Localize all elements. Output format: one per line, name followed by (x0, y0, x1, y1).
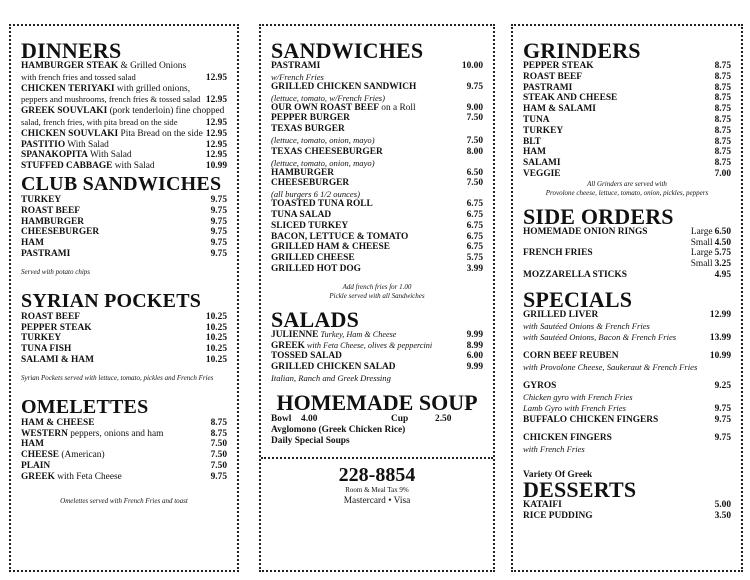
item-name: SLICED TURKEY (271, 220, 349, 231)
item-price: 6.75 (466, 242, 483, 253)
grinders-list (523, 61, 731, 180)
menu-panel-right (511, 24, 743, 572)
item-description: peppers and mushrooms, french fries & tossed salad (21, 94, 201, 105)
item-name: CORN BEEF REUBEN (523, 351, 619, 362)
item-name: MOZZARELLA STICKS (523, 269, 627, 280)
item-name: PASTRAMI (523, 82, 573, 93)
specials-list (523, 310, 731, 456)
menu-item (21, 227, 227, 238)
item-name: GRILLED LIVER (523, 309, 599, 320)
menu-item-description (271, 189, 483, 199)
item-name: VEGGIE (523, 168, 561, 179)
menu-item (21, 206, 227, 217)
item-price: Small 3.25 (690, 259, 731, 270)
menu-item-description (21, 94, 227, 106)
item-description: (lettuce, tomato, onion, mayo) (271, 157, 375, 168)
menu-item (523, 332, 731, 344)
item-price: 10.25 (205, 311, 227, 322)
item-price: 7.50 (210, 460, 227, 471)
menu-item (271, 178, 483, 189)
menu-item (21, 355, 227, 366)
item-name: Chicken gyro with French Fries (523, 391, 633, 402)
sandwiches-list (271, 61, 483, 275)
item-name: ROAST BEEF (21, 205, 80, 216)
menu-item (21, 418, 227, 429)
dinners-list (21, 61, 227, 172)
menu-item (271, 232, 483, 243)
menu-item (271, 168, 483, 179)
item-name: BLT (523, 136, 541, 147)
item-note: with Feta Cheese, olives & peppercini (304, 340, 433, 350)
item-name: HOMEMADE ONION RINGS (523, 226, 648, 237)
menu-item (271, 82, 483, 93)
item-name: GYROS (523, 380, 557, 391)
item-price: 7.00 (714, 168, 731, 179)
item-price: 7.50 (466, 113, 483, 124)
item-price: 9.75 (210, 205, 227, 216)
item-price: 7.50 (210, 439, 227, 450)
item-name: PEPPER STEAK (523, 61, 594, 71)
menu-item (523, 137, 731, 148)
item-description: (lettuce, tomato, onion, mayo) (271, 134, 375, 145)
item-name: JULIENNE Turkey, Ham & Cheese (271, 329, 397, 340)
item-description: w/French Fries (271, 71, 324, 82)
item-name: GRILLED HAM & CHEESE (271, 242, 391, 253)
item-name: HAMBURGER STEAK & Grilled Onions (21, 61, 187, 71)
item-price: 7.50 (210, 450, 227, 461)
item-note: Turkey, Ham & Cheese (318, 329, 397, 339)
menu-item (523, 321, 731, 333)
item-name: TEXAS CHEESEBURGER (271, 146, 383, 157)
item-name: TOASTED TUNA ROLL (271, 199, 373, 210)
menu-item (21, 439, 227, 450)
menu-item (21, 450, 227, 461)
menu-item-description (271, 72, 483, 82)
item-size: Small (690, 237, 713, 248)
item-price: 10.99 (205, 161, 227, 172)
phone-number: 228-8854 (338, 463, 416, 486)
item-name: WESTERN peppers, onions and ham (21, 428, 164, 439)
menu-item (271, 113, 483, 124)
item-price: Small 4.50 (690, 237, 731, 248)
item-price: 5.00 (714, 500, 731, 511)
item-price: 12.95 (205, 139, 227, 150)
item-price: 10.25 (205, 354, 227, 365)
section-title-club-sandwiches: CLUB SANDWICHES (21, 172, 222, 195)
sandwiches-note-fries: Add french fries for 1.00 (342, 282, 412, 291)
menu-item-description (271, 158, 483, 168)
menu-item-description (21, 117, 227, 129)
item-price: 9.75 (210, 227, 227, 238)
desserts-pre: Variety Of Greek (523, 469, 593, 480)
item-name: HAM (21, 238, 44, 249)
cup-price: 2.50 (435, 413, 452, 424)
item-price: 10.25 (205, 322, 227, 333)
menu-item (21, 323, 227, 334)
menu-item (21, 61, 227, 72)
item-price: 8.75 (714, 125, 731, 136)
item-price: 10.00 (461, 61, 483, 71)
item-price: 9.75 (466, 81, 483, 92)
item-price: 6.75 (466, 220, 483, 231)
item-name: CHEESEBURGER (271, 178, 350, 189)
menu-item (271, 330, 483, 341)
soup-line-daily: Daily Special Soups (271, 435, 350, 446)
item-price: 9.99 (466, 362, 483, 373)
item-name: SALAMI & HAM (21, 354, 94, 365)
item-price: 9.75 (714, 404, 731, 415)
item-name: GRILLED CHEESE (271, 253, 355, 264)
menu-item (271, 264, 483, 275)
menu-item (21, 217, 227, 228)
item-name: HAM & CHEESE (21, 417, 95, 428)
item-note: peppers, onions and ham (67, 428, 164, 439)
section-title-grinders: GRINDERS (523, 38, 641, 63)
item-price: 5.75 (466, 253, 483, 264)
omelettes-note: Omelettes served with French Fries and toast (60, 496, 188, 505)
menu-item (523, 403, 731, 415)
menu-item (523, 433, 731, 444)
item-size: Large (690, 226, 713, 237)
menu-item (271, 253, 483, 264)
soup-line-avglomono: Avglomono (Greek Chicken Rice) (271, 424, 406, 435)
bowl-price: 4.00 (301, 413, 318, 424)
menu-item (21, 238, 227, 249)
item-description: salad, french fries, with pita bread on the side (21, 116, 178, 127)
menu-item (271, 242, 483, 253)
item-price: 3.50 (714, 511, 731, 522)
item-price: 9.75 (714, 415, 731, 426)
menu-item (523, 270, 731, 281)
item-price: 9.75 (210, 471, 227, 482)
menu-item (21, 84, 227, 95)
menu-item (21, 429, 227, 440)
item-note: with grilled onions, (114, 83, 191, 94)
item-price: 9.75 (210, 248, 227, 259)
menu-item (523, 362, 731, 374)
item-name: TUNA SALAD (271, 209, 332, 220)
item-name: TUNA FISH (21, 344, 72, 355)
item-name: CHEESE (American) (21, 450, 105, 461)
menu-item (21, 333, 227, 344)
item-price: 8.75 (210, 428, 227, 439)
item-price: 12.99 (709, 309, 731, 320)
item-price: 9.99 (466, 329, 483, 340)
item-note: & Grilled Onions (118, 61, 187, 71)
item-name: TUNA (523, 114, 550, 125)
menu-item-description (21, 72, 227, 84)
item-note: with Feta Cheese (54, 471, 122, 482)
menu-item-description (271, 93, 483, 103)
item-price: 10.25 (205, 333, 227, 344)
item-name: HAM (523, 147, 546, 158)
item-name: GRILLED CHICKEN SALAD (271, 362, 396, 373)
menu-item (21, 344, 227, 355)
menu-item (21, 249, 227, 260)
item-price: 8.75 (714, 71, 731, 82)
club-sandwiches-list (21, 195, 227, 260)
menu-item (271, 221, 483, 232)
item-name: TURKEY (21, 194, 62, 205)
item-price: 12.95 (205, 95, 227, 106)
item-name: PEPPER STEAK (21, 322, 92, 333)
item-size: Small (690, 259, 713, 270)
item-price: 8.75 (714, 136, 731, 147)
item-price: 3.99 (466, 263, 483, 274)
item-price: 4.95 (714, 269, 731, 280)
bowl-label: Bowl (271, 413, 292, 424)
side-orders-list (523, 227, 731, 281)
item-price: 6.00 (466, 351, 483, 362)
menu-item (21, 461, 227, 472)
item-price: 10.99 (709, 351, 731, 362)
item-size: Large (690, 248, 713, 259)
item-price: 7.50 (466, 135, 483, 146)
item-price: 8.00 (466, 146, 483, 157)
menu-item (271, 362, 483, 373)
menu-panel-left (9, 24, 239, 572)
item-name: PASTRAMI (271, 61, 321, 71)
menu-item (21, 472, 227, 483)
tax-note: Room & Meal Tax 9% (345, 485, 409, 494)
item-name: TEXAS BURGER (271, 124, 345, 135)
item-price: 9.75 (210, 216, 227, 227)
item-name: TOSSED SALAD (271, 351, 342, 362)
menu-item (271, 147, 483, 158)
menu-item (523, 248, 731, 259)
item-price: 6.75 (466, 231, 483, 242)
salad-dressings: Italian, Ranch and Greek Dressing (271, 372, 391, 383)
item-price: 6.50 (466, 167, 483, 178)
menu-item-description (271, 135, 483, 147)
item-name: SALAMI (523, 158, 561, 169)
item-name: BACON, LETTUCE & TOMATO (271, 231, 409, 242)
item-price: 8.75 (714, 82, 731, 93)
item-price: Large 6.50 (690, 226, 731, 237)
item-note: with Salad (112, 161, 155, 172)
menu-item (523, 83, 731, 94)
menu-item (21, 129, 227, 140)
item-name: PASTRAMI (21, 248, 71, 259)
item-name: with French Fries (523, 443, 585, 454)
menu-item (271, 341, 483, 352)
menu-item (523, 115, 731, 126)
club-note: Served with potato chips (21, 267, 91, 276)
menu-item (523, 381, 731, 392)
item-name: CHEESEBURGER (21, 227, 100, 238)
item-price: 12.95 (205, 72, 227, 83)
item-price: 8.75 (714, 93, 731, 104)
item-description: (lettuce, tomato, w/French Fries) (271, 92, 385, 103)
item-price: 8.75 (210, 417, 227, 428)
item-price: 9.75 (210, 194, 227, 205)
item-name: CHICKEN FINGERS (523, 432, 612, 443)
item-price: 8.75 (714, 158, 731, 169)
item-note: on a Roll (378, 102, 416, 113)
item-price: Large 5.75 (690, 248, 731, 259)
item-name: OUR OWN ROAST BEEF on a Roll (271, 102, 416, 113)
item-price: 10.25 (205, 344, 227, 355)
item-name: PLAIN (21, 460, 51, 471)
item-name: RICE PUDDING (523, 511, 593, 522)
section-title-sandwiches: SANDWICHES (271, 38, 424, 63)
item-name: FRENCH FRIES (523, 248, 593, 259)
item-name: PEPPER BURGER (271, 113, 350, 124)
menu-item (271, 210, 483, 221)
item-name: TURKEY (523, 125, 564, 136)
menu-item (271, 199, 483, 210)
menu-item (523, 126, 731, 137)
item-price: 9.75 (714, 432, 731, 443)
section-title-side-orders: SIDE ORDERS (523, 203, 674, 229)
section-title-desserts: DESSERTS (523, 477, 637, 503)
item-name: HAM (21, 439, 44, 450)
item-description: (all burgers 6 1/2 ounces) (271, 189, 360, 200)
menu-item (21, 106, 227, 117)
menu-item (21, 140, 227, 151)
section-title-dinners: DINNERS (21, 38, 122, 63)
item-name: CHICKEN SOUVLAKI Pita Bread on the side (21, 128, 203, 139)
section-title-syrian-pockets: SYRIAN POCKETS (21, 289, 202, 312)
item-name: KATAIFI (523, 500, 562, 511)
menu-item (523, 511, 731, 522)
menu-item (523, 169, 731, 180)
item-name: STEAK AND CHEESE (523, 93, 618, 104)
item-name: HAMBURGER (271, 167, 335, 178)
item-name: GREEK with Feta Cheese (21, 471, 122, 482)
payment-methods: Mastercard • Visa (343, 495, 411, 506)
item-name: CHICKEN TERIYAKI with grilled onions, (21, 83, 191, 94)
grinders-note-1: All Grinders are served with (587, 179, 667, 188)
item-note: With Salad (87, 150, 132, 161)
footer-divider (261, 457, 493, 459)
item-name: with Sautéed Onions, Bacon & French Fries (523, 332, 677, 343)
item-name: GRILLED CHICKEN SANDWICH (271, 81, 417, 92)
section-title-salads: SALADS (271, 306, 360, 332)
cup-label: Cup (391, 413, 409, 424)
item-description: with french fries and tossed salad (21, 71, 136, 82)
item-price: 6.75 (466, 209, 483, 220)
item-price: 9.25 (714, 380, 731, 391)
item-name: with Sautéed Onions & French Fries (523, 320, 650, 331)
menu-item (523, 238, 731, 249)
soup-sizes (271, 414, 483, 425)
item-price: 12.95 (205, 150, 227, 161)
item-name: BUFFALO CHICKEN FINGERS (523, 415, 659, 426)
item-price: 13.99 (709, 333, 731, 344)
item-price: 9.00 (466, 102, 483, 113)
grinders-note-2: Provolone cheese, lettuce, tomato, onion, pickles, peppers (545, 188, 709, 197)
menu-item (523, 104, 731, 115)
item-price: 7.50 (466, 178, 483, 189)
syrian-note: Syrian Pockets served with lettuce, tomato, pickles and French Fries (21, 373, 214, 382)
item-name: HAMBURGER (21, 216, 85, 227)
menu-item (21, 312, 227, 323)
section-title-specials: SPECIALS (523, 286, 633, 312)
menu-item (523, 72, 731, 83)
item-note: (American) (59, 450, 105, 461)
item-price: 12.95 (205, 117, 227, 128)
menu-item (523, 227, 731, 238)
syrian-pockets-list (21, 312, 227, 366)
item-name: HAM & SALAMI (523, 104, 596, 115)
item-name: GREEK SOUVLAKI (pork tenderloin) fine chopped (21, 106, 225, 117)
item-name: ROAST BEEF (523, 71, 582, 82)
item-name: GRILLED HOT DOG (271, 263, 361, 274)
menu-item (271, 351, 483, 362)
section-title-omelettes: OMELETTES (21, 395, 149, 418)
desserts-list (523, 500, 731, 522)
menu-item (523, 93, 731, 104)
menu-panel-middle (259, 24, 495, 572)
menu-item (21, 195, 227, 206)
item-name: SPANAKOPITA With Salad (21, 150, 132, 161)
menu-item (523, 415, 731, 426)
omelettes-list (21, 418, 227, 483)
sandwiches-note-pickle: Pickle served with all Sandwiches (329, 291, 425, 300)
item-note: Pita Bread on the side (118, 128, 203, 139)
item-name: STUFFED CABBAGE with Salad (21, 161, 155, 172)
section-title-homemade-soup: HOMEMADE SOUP (276, 389, 478, 415)
item-name: PASTITIO With Salad (21, 139, 109, 150)
item-price: 9.75 (210, 238, 227, 249)
item-name: Lamb Gyro with French Fries (523, 403, 626, 414)
item-price: 6.75 (466, 199, 483, 210)
item-price: 8.75 (714, 61, 731, 71)
menu-item (271, 103, 483, 114)
menu-item (523, 392, 731, 404)
item-name: GREEK with Feta Cheese, olives & peppercini (271, 340, 433, 351)
salads-list (271, 330, 483, 373)
item-note: (pork tenderloin) fine chopped (107, 106, 225, 117)
item-name: TURKEY (21, 333, 62, 344)
item-name: with Provolone Cheese, Saukeraut & French Fries (523, 361, 698, 372)
item-price: 8.99 (466, 340, 483, 351)
item-note: With Salad (65, 139, 109, 150)
item-price: 12.95 (205, 128, 227, 139)
menu-item (523, 351, 731, 362)
menu-item (21, 150, 227, 161)
item-name: ROAST BEEF (21, 311, 80, 322)
item-price: 8.75 (714, 104, 731, 115)
menu-item (21, 161, 227, 172)
menu-item (523, 259, 731, 270)
item-price: 8.75 (714, 147, 731, 158)
item-price: 8.75 (714, 114, 731, 125)
menu-item (523, 147, 731, 158)
menu-item (271, 124, 483, 135)
menu-item (523, 158, 731, 169)
menu-item (523, 444, 731, 456)
